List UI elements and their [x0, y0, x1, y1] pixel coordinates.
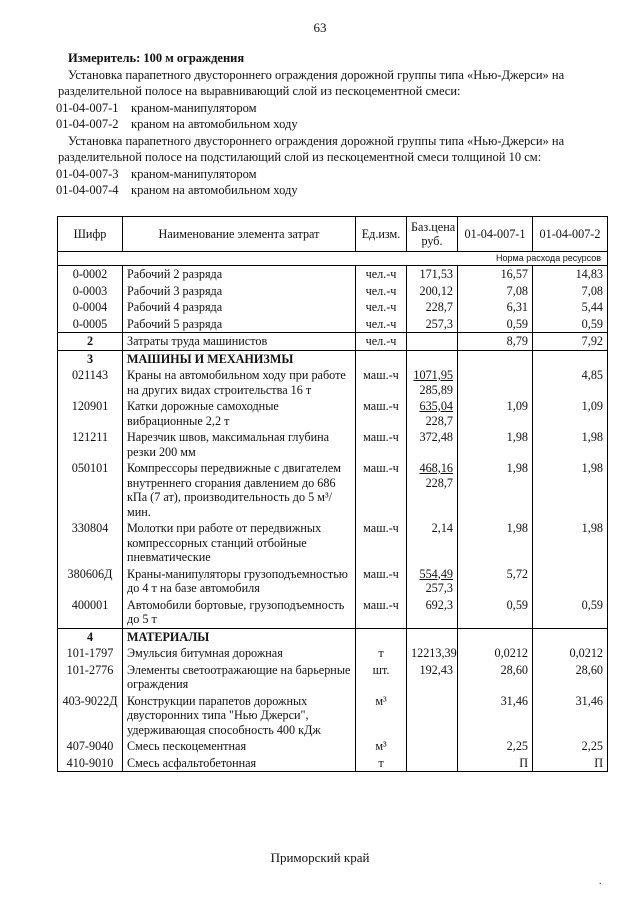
- cell-value-2: 28,60: [533, 662, 608, 693]
- price-value: 468,16: [419, 461, 453, 475]
- cell-name: Автомобили бортовые, грузоподъемность до 5 т: [123, 597, 356, 629]
- cell-code: 0-0005: [58, 316, 123, 333]
- cell-code: 410-9010: [58, 755, 123, 772]
- cell-unit: маш.-ч: [356, 398, 407, 429]
- cell-name: Рабочий 5 разряда: [123, 316, 356, 333]
- table-row: [58, 520, 608, 566]
- price-value: 692,3: [425, 597, 453, 612]
- cell-price: [407, 398, 458, 429]
- price-value-2: 228,7: [425, 413, 453, 428]
- intro-block: [58, 50, 598, 199]
- cell-unit: чел.-ч: [356, 283, 407, 300]
- header-price: Баз.цена руб.: [407, 217, 458, 252]
- meter-heading: Измеритель: 100 м ограждения: [68, 51, 245, 65]
- table-row: [58, 266, 608, 283]
- cell-value-1: 1,98: [458, 429, 533, 460]
- cell-unit: маш.-ч: [356, 566, 407, 597]
- cell-price: [407, 738, 458, 755]
- price-value: 171,53: [419, 267, 453, 281]
- cell-code: 2: [58, 333, 123, 351]
- cell-value-2: 0,59: [533, 316, 608, 333]
- cell-price: [407, 350, 458, 367]
- cell-code: 120901: [58, 398, 123, 429]
- cell-code: 0-0002: [58, 266, 123, 283]
- cell-value-2: 7,08: [533, 283, 608, 300]
- price-value: 554,49: [419, 566, 453, 581]
- cell-value-2: 4,85: [533, 367, 608, 398]
- cell-unit: м³: [356, 738, 407, 755]
- header-unit: Ед.изм.: [356, 217, 407, 252]
- cell-value-1: 6,31: [458, 299, 533, 316]
- work-code-text: краном на автомобильном ходу: [131, 183, 298, 197]
- cell-value-2: 7,92: [533, 333, 608, 351]
- cell-value-1: [458, 628, 533, 645]
- price-value: 200,12: [419, 283, 453, 298]
- cell-value-2: [533, 566, 608, 597]
- table-row: [58, 333, 608, 351]
- header-col-2: 01-04-007-2: [533, 217, 608, 252]
- cell-name: Смесь пескоцементная: [123, 738, 356, 755]
- cell-value-1: 7,08: [458, 283, 533, 300]
- cell-value-1: [458, 350, 533, 367]
- table-row: [58, 398, 608, 429]
- work-code-text: краном на автомобильном ходу: [131, 117, 298, 131]
- cell-name: Краны на автомобильном ходу при работе на других видах строительства 16 т: [123, 367, 356, 398]
- cell-unit: [356, 350, 407, 367]
- page-footer: Приморский край: [270, 850, 370, 865]
- section-row: [58, 628, 608, 645]
- work-code: 01-04-007-4: [56, 183, 119, 197]
- work-code-line: [56, 166, 598, 183]
- cell-price: [407, 693, 458, 739]
- table-row: [58, 693, 608, 739]
- header-col-1: 01-04-007-1: [458, 217, 533, 252]
- price-value: 192,43: [419, 662, 453, 677]
- cell-unit: маш.-ч: [356, 367, 407, 398]
- cell-value-1: 0,0212: [458, 645, 533, 662]
- cell-price: [407, 566, 458, 597]
- header-name: Наименование элемента затрат: [123, 217, 356, 252]
- cell-name: Нарезчик швов, максимальная глубина резки 200 мм: [123, 429, 356, 460]
- cell-value-2: 5,44: [533, 299, 608, 316]
- cell-value-1: 0,59: [458, 316, 533, 333]
- cell-unit: чел.-ч: [356, 266, 407, 283]
- cell-value-1: 1,09: [458, 398, 533, 429]
- cell-code: 121211: [58, 429, 123, 460]
- cell-code: 050101: [58, 460, 123, 520]
- cell-value-2: 1,98: [533, 429, 608, 460]
- cell-price: [407, 299, 458, 316]
- header-code: Шифр: [58, 217, 123, 252]
- cell-unit: чел.-ч: [356, 316, 407, 333]
- cell-price: [407, 662, 458, 693]
- cell-value-1: 1,98: [458, 460, 533, 520]
- cell-value-1: 16,57: [458, 266, 533, 283]
- price-value-2: 228,7: [425, 475, 453, 490]
- cell-value-2: 14,83: [533, 266, 608, 283]
- table-row: [58, 367, 608, 398]
- work-code-line: [56, 100, 598, 117]
- cell-value-1: 28,60: [458, 662, 533, 693]
- cell-unit: маш.-ч: [356, 460, 407, 520]
- table-row: [58, 645, 608, 662]
- section-row: [58, 350, 608, 367]
- cell-name: Затраты труда машинистов: [123, 333, 356, 351]
- price-value: 2,14: [431, 521, 453, 535]
- work-code-line: [56, 182, 598, 199]
- cell-value-2: 1,98: [533, 520, 608, 566]
- cell-value-2: 1,98: [533, 460, 608, 520]
- cell-name: МАШИНЫ И МЕХАНИЗМЫ: [123, 350, 356, 367]
- table-body: [58, 252, 608, 772]
- cell-price: [407, 520, 458, 566]
- cell-unit: м³: [356, 693, 407, 739]
- cell-name: Рабочий 2 разряда: [123, 266, 356, 283]
- cell-name: Рабочий 3 разряда: [123, 283, 356, 300]
- cell-value-1: 31,46: [458, 693, 533, 739]
- table-row: [58, 283, 608, 300]
- cell-code: 101-2776: [58, 662, 123, 693]
- cell-price: [407, 628, 458, 645]
- table-row: [58, 299, 608, 316]
- work-code-text: краном-манипулятором: [131, 166, 257, 181]
- price-value: 635,04: [419, 399, 453, 413]
- cell-price: [407, 755, 458, 772]
- cell-price: [407, 645, 458, 662]
- cell-code: 0-0003: [58, 283, 123, 300]
- cell-value-1: [458, 367, 533, 398]
- cell-value-2: П: [533, 755, 608, 772]
- cell-code: 380606Д: [58, 566, 123, 597]
- cell-value-2: [533, 628, 608, 645]
- price-value: 372,48: [419, 430, 453, 444]
- cell-unit: шт.: [356, 662, 407, 693]
- cell-code: 407-9040: [58, 738, 123, 755]
- table-row: [58, 597, 608, 629]
- page-number: 63: [313, 20, 327, 35]
- work-code: 01-04-007-1: [56, 100, 119, 115]
- cell-value-1: 1,98: [458, 520, 533, 566]
- cell-name: Смесь асфальтобетонная: [123, 755, 356, 772]
- cell-name: Рабочий 4 разряда: [123, 299, 356, 316]
- cell-code: 403-9022Д: [58, 693, 123, 739]
- table-row: [58, 566, 608, 597]
- cell-value-2: 2,25: [533, 738, 608, 755]
- cell-name: МАТЕРИАЛЫ: [123, 628, 356, 645]
- cell-code: 4: [58, 628, 123, 645]
- cell-unit: [356, 628, 407, 645]
- cell-code: 021143: [58, 367, 123, 398]
- cell-code: 3: [58, 350, 123, 367]
- cell-value-1: 0,59: [458, 597, 533, 629]
- norm-label: Норма расхода ресурсов: [58, 252, 608, 266]
- cell-price: [407, 316, 458, 333]
- table-row: [58, 429, 608, 460]
- cell-price: [407, 283, 458, 300]
- cell-name: Катки дорожные самоходные вибрационные 2,2 т: [123, 398, 356, 429]
- cell-price: [407, 429, 458, 460]
- work-code: 01-04-007-2: [56, 117, 119, 131]
- price-value: 228,7: [425, 300, 453, 314]
- cell-name: Компрессоры передвижные с двигателем внутреннего сгорания давлением до 686 кПа (7 ат), производительность до 5 м³/мин.: [123, 460, 356, 520]
- resource-table: [57, 216, 608, 772]
- cell-name: Краны-манипуляторы грузоподъемностью до 4 т на базе автомобиля: [123, 566, 356, 597]
- cell-name: Эмульсия битумная дорожная: [123, 645, 356, 662]
- price-value: 12213,39: [411, 646, 457, 660]
- cell-name: Конструкции парапетов дорожных двусторонних типа "Нью Джерси", удерживающая способность 400 кДж: [123, 693, 356, 739]
- cell-unit: чел.-ч: [356, 333, 407, 351]
- cell-price: [407, 333, 458, 351]
- price-value-2: 257,3: [425, 581, 453, 595]
- cell-value-2: 0,0212: [533, 645, 608, 662]
- cell-value-2: 0,59: [533, 597, 608, 629]
- table-row: [58, 755, 608, 772]
- cell-name: Молотки при работе от передвижных компрессорных станций отбойные пневматические: [123, 520, 356, 566]
- price-value-2: 285,89: [419, 382, 453, 397]
- work-description-2: Установка парапетного двустороннего ограждения дорожной группы типа «Нью-Джерси» на разделительной полосе на подстилающий слой из пескоцементной смеси толщиной 10 см:: [58, 133, 565, 164]
- cell-value-1: 5,72: [458, 566, 533, 597]
- cell-code: 330804: [58, 520, 123, 566]
- cell-code: 101-1797: [58, 645, 123, 662]
- work-code-text: краном-манипулятором: [131, 100, 257, 115]
- cell-unit: т: [356, 755, 407, 772]
- cell-value-1: 8,79: [458, 333, 533, 351]
- cell-value-2: 1,09: [533, 398, 608, 429]
- cell-value-1: 2,25: [458, 738, 533, 755]
- cell-unit: маш.-ч: [356, 429, 407, 460]
- price-value: 257,3: [425, 316, 453, 331]
- table-header-row: [58, 217, 608, 252]
- cell-price: [407, 460, 458, 520]
- cell-price: [407, 367, 458, 398]
- cell-code: 0-0004: [58, 299, 123, 316]
- cell-unit: маш.-ч: [356, 520, 407, 566]
- cell-value-2: [533, 350, 608, 367]
- cell-unit: чел.-ч: [356, 299, 407, 316]
- work-code: 01-04-007-3: [56, 166, 119, 181]
- cell-value-2: 31,46: [533, 693, 608, 739]
- table-row: [58, 460, 608, 520]
- cell-unit: маш.-ч: [356, 597, 407, 629]
- cell-price: [407, 266, 458, 283]
- cell-price: [407, 597, 458, 629]
- cell-name: Элементы светоотражающие на барьерные ограждения: [123, 662, 356, 693]
- cell-code: 400001: [58, 597, 123, 629]
- work-description-1: Установка парапетного двустороннего ограждения дорожной группы типа «Нью-Джерси» на разделительной полосе на выравнивающий слой из пескоцементной смеси:: [58, 67, 565, 98]
- cell-unit: т: [356, 645, 407, 662]
- cell-value-1: П: [458, 755, 533, 772]
- table-row: [58, 316, 608, 333]
- table-row: [58, 738, 608, 755]
- price-value: 1071,95: [413, 368, 453, 382]
- table-row: [58, 662, 608, 693]
- scan-mark: .: [599, 876, 602, 887]
- work-code-line: [56, 116, 598, 133]
